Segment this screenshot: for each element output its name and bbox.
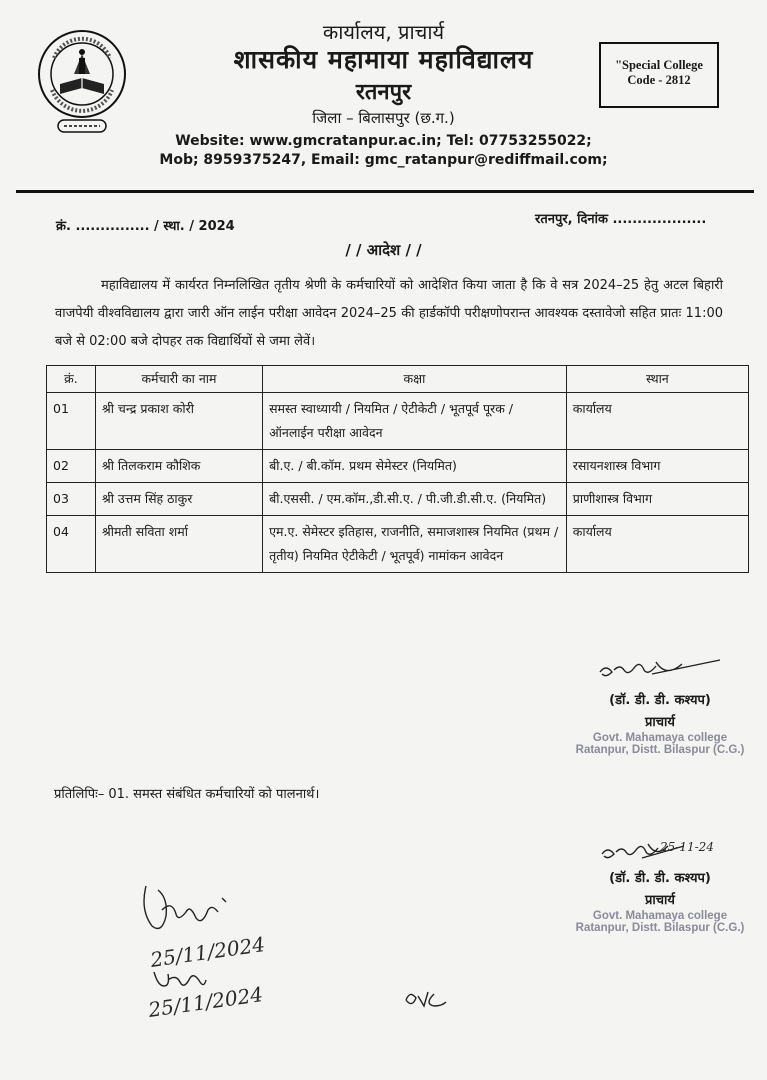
stamp-line-address-2: Ratanpur, Distt. Bilaspur (C.G.) <box>575 922 745 934</box>
initials-mark-icon <box>398 986 464 1012</box>
row-serial: 01 <box>47 393 96 450</box>
row-place: कार्यालय <box>566 393 748 450</box>
row-serial: 03 <box>47 483 96 516</box>
row-place: कार्यालय <box>566 516 748 573</box>
table-header-row <box>47 366 749 393</box>
college-code-line1: "Special College <box>615 58 703 72</box>
row-serial: 02 <box>47 450 96 483</box>
row-class: समस्त स्वाध्यायी / नियमित / ऐटीकेटी / भूतपूर्व पूरक / ऑनलाईन परीक्षा आवेदन <box>263 393 567 450</box>
header-class: कक्षा <box>263 366 567 393</box>
row-employee-name: श्री चन्द्र प्रकाश कोरी <box>95 393 262 450</box>
contact-mobile-email-line: Mob; 8959375247, Email: gmc_ratanpur@rediffmail.com; <box>159 152 608 168</box>
principal-name-2: (डॉ. डी. डी. कश्यप) <box>609 871 711 886</box>
header-divider <box>16 190 754 193</box>
principal-signature-icon <box>596 652 726 686</box>
reference-date: रतनपुर, दिनांक ................... <box>535 212 707 227</box>
handwritten-date-2: 25/11/2024 <box>146 982 265 1022</box>
stamp-line-college-2: Govt. Mahamaya college <box>592 910 728 922</box>
college-code-box <box>599 42 719 108</box>
principal-title: प्राचार्य <box>645 715 675 730</box>
handwritten-date-1: 25/11/2024 <box>148 932 267 972</box>
college-city: रतनपुर <box>355 80 412 105</box>
row-class: एम.ए. सेमेस्टर इतिहास, राजनीति, समाजशास्त्र नियमित (प्रथम / तृतीय) नियमित ऐटीकेटी / भूतपूर्व) नामांकन आवेदन <box>263 516 567 573</box>
contact-website-line: Website: www.gmcratanpur.ac.in; Tel: 07753255022; <box>175 133 592 149</box>
row-employee-name: श्रीमती सविता शर्मा <box>95 516 262 573</box>
row-place: रसायनशास्त्र विभाग <box>566 450 748 483</box>
college-name: शासकीय महामाया महाविद्यालय <box>233 45 534 74</box>
table-row <box>47 516 749 573</box>
stamp-line-address: Ratanpur, Distt. Bilaspur (C.G.) <box>575 744 745 756</box>
copy-to-line: प्रतिलिपिः– 01. समस्त संबंधित कर्मचारियों को पालनार्थ। <box>54 787 320 802</box>
table-row <box>47 483 749 516</box>
order-title: / / आदेश / / <box>345 241 422 259</box>
signature-date-note: 25-11-24 <box>660 840 714 854</box>
row-class: बी.एससी. / एम.कॉम.,डी.सी.ए. / पी.जी.डी.सी.ए. (नियमित) <box>263 483 567 516</box>
college-code-line2: Code - 2812 <box>627 73 691 87</box>
staff-duty-table <box>46 365 749 573</box>
header-employee-name: कर्मचारी का नाम <box>95 366 262 393</box>
principal-name: (डॉ. डी. डी. कश्यप) <box>609 693 711 708</box>
signature-block-2 <box>560 868 760 934</box>
row-employee-name: श्री उत्तम सिंह ठाकुर <box>95 483 262 516</box>
reference-number: क्रं. ............... / स्था. / 2024 <box>56 219 235 234</box>
header-serial: क्रं. <box>47 366 96 393</box>
district-line: जिला – बिलासपुर (छ.ग.) <box>312 109 455 127</box>
row-class: बी.ए. / बी.कॉम. प्रथम सेमेस्टर (नियमित) <box>263 450 567 483</box>
order-body-text: महाविद्यालय में कार्यरत निम्नलिखित तृतीय श्रेणी के कर्मचारियों को आदेशित किया जाता है कि वे सत्र 2024–25 हेतु अटल बिहारी वाजपेयी वीश्वविद्यालय द्वारा जारी ऑन लाईन परीक्षा आवेदन 2024–25 की हार्डकॉपी परीक्षणोपरान्त आवश्यक दस्तावेजो सहित प्रातः 11:00 बजे से 02:00 बजे दोपहर तक विद्यार्थियों से जमा लेवें। <box>55 278 723 349</box>
signature-block-1 <box>560 690 760 756</box>
row-place: प्राणीशास्त्र विभाग <box>566 483 748 516</box>
row-employee-name: श्री तिलकराम कौशिक <box>95 450 262 483</box>
header-place: स्थान <box>566 366 748 393</box>
stamp-line-college: Govt. Mahamaya college <box>592 732 728 744</box>
table-row <box>47 393 749 450</box>
table-row <box>47 450 749 483</box>
principal-title-2: प्राचार्य <box>645 893 675 908</box>
row-serial: 04 <box>47 516 96 573</box>
office-heading: कार्यालय, प्राचार्य <box>322 20 445 44</box>
receiver-signature-icon <box>136 876 246 936</box>
